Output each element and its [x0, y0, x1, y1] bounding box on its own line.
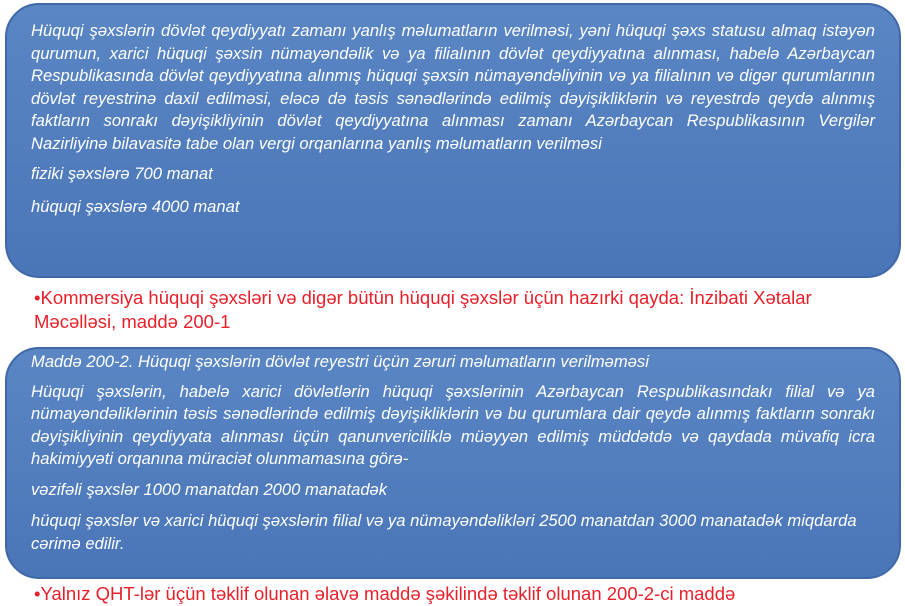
penalty-individuals: fiziki şəxslərə 700 manat: [31, 164, 213, 183]
article-200-2-text: Hüquqi şəxslərin, habelə xarici dövlətlərin hüquqi şəxslərinin Azərbaycan Respublikasındakı filial və ya nümayəndəliklərinin təsis sənədlərində edilmiş dəyişikliklərin və bu qurumlara dair qeydə alınmış faktların sonrakı dəyişikliyinin qeydiyyata alınması üçün qanunvericiliklə müəyyən edilmiş müddətdə və qaydada müvafiq icra hakimiyyəti orqanına müraciət olunmamasına görə-: [31, 381, 875, 468]
article-200-2-box: [5, 347, 901, 579]
penalty-legal-branches: hüquqi şəxslər və xarici hüquqi şəxslərin filial və ya nümayəndəlikləri 2500 manatdan 3000 manatadək miqdarda cərimə edilir.: [31, 511, 857, 553]
article-200-2-title: Maddə 200-2. Hüquqi şəxslərin dövlət reyestri üçün zəruri məlumatların verilməməsi: [31, 352, 649, 371]
current-rule-note: •Kommersiya hüquqi şəxsləri və digər bütün hüquqi şəxslər üçün hazırki qayda: İnzibati Xətalar Məcəlləsi, maddə 200-1: [34, 287, 812, 332]
article-200-1-text: Hüquqi şəxslərin dövlət qeydiyyatı zamanı yanlış məlumatların verilməsi, yəni hüquqi şəxs statusu almaq istəyən qurumun, xarici hüquqi şəxsin nümayəndəlik və ya filialının dövlət qeydiyyatına alınması, habelə Azərbaycan Respublikasında dövlət qeydiyyatına alınmış hüquqi şəxsin nümayəndəliyinin və ya filialının və digər qurumlarının dövlət reyestrinə daxil edilməsi, eləcə də təsis sənədlərində edilmiş dəyişikliklərin və reyestrdə qeydə alınmış faktların sonrakı dəyişikliyinin dövlət qeydiyyatına alınması zamanı Azərbaycan Respublikasının Vergilər Nazirliyinə bilavasitə tabe olan vergi orqanlarına yanlış məlumatların verilməsi: [31, 21, 875, 153]
proposed-article-note: •Yalnız QHT-lər üçün təklif olunan əlavə maddə şəkilində təklif olunan 200-2-ci maddə: [34, 583, 736, 604]
article-200-1-box: [5, 3, 901, 278]
penalty-officials: vəzifəli şəxslər 1000 manatdan 2000 manatadək: [31, 479, 388, 499]
penalty-legal-entities: hüquqi şəxslərə 4000 manat: [31, 196, 240, 216]
